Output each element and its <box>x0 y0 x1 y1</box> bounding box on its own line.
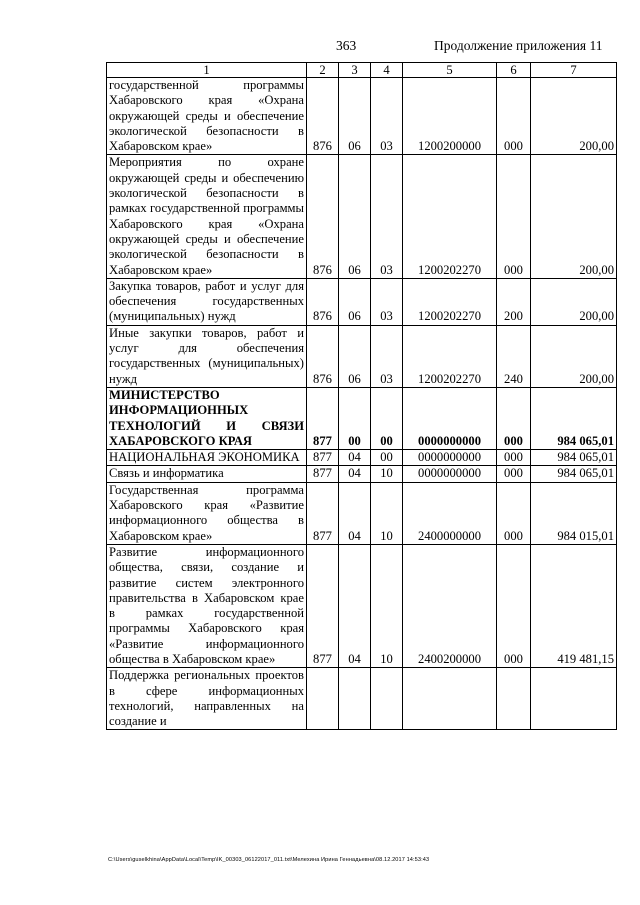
row-kind: 000 <box>497 466 531 482</box>
file-path-footer: C:\Users\guselkhina\AppData\Local\Temp\IK_00303_06122017_011.txt\Мелехина Ирина Геннадьевна\08.12.2017 14:53:43 <box>108 857 430 863</box>
row-code: 876 <box>307 78 339 155</box>
row-kind: 200 <box>497 278 531 325</box>
row-amount <box>531 668 617 730</box>
row-target: 0000000000 <box>403 450 497 466</box>
row-amount: 200,00 <box>531 155 617 278</box>
table-row <box>107 544 617 667</box>
column-header: 4 <box>371 63 403 78</box>
column-header: 2 <box>307 63 339 78</box>
row-subsection: 03 <box>371 278 403 325</box>
row-section: 06 <box>339 325 371 387</box>
budget-table <box>106 62 617 730</box>
row-section <box>339 668 371 730</box>
row-amount: 984 065,01 <box>531 466 617 482</box>
table-row <box>107 482 617 544</box>
row-target: 1200200000 <box>403 78 497 155</box>
table-row <box>107 450 617 466</box>
row-subsection: 00 <box>371 450 403 466</box>
row-name: НАЦИОНАЛЬНАЯ ЭКОНОМИКА <box>107 450 307 466</box>
row-name: Развитие информационного общества, связи, создание и развитие систем электронного правительства в Хабаровском крае в рамках государственной программы Хабаровского края «Развитие информационного общества в Хабаровском крае» <box>107 544 307 667</box>
table-row <box>107 325 617 387</box>
row-subsection: 03 <box>371 155 403 278</box>
row-target: 0000000000 <box>403 466 497 482</box>
row-name: МИНИСТЕРСТВО ИНФОРМАЦИОННЫХ ТЕХНОЛОГИЙ И СВЯЗИ ХАБАРОВСКОГО КРАЯ <box>107 387 307 449</box>
table-row <box>107 155 617 278</box>
table-row-partial <box>107 668 617 730</box>
row-kind: 240 <box>497 325 531 387</box>
row-target: 1200202270 <box>403 278 497 325</box>
table-row <box>107 78 617 155</box>
row-code: 877 <box>307 387 339 449</box>
row-section: 06 <box>339 155 371 278</box>
row-code: 877 <box>307 450 339 466</box>
row-section: 06 <box>339 278 371 325</box>
row-subsection: 03 <box>371 325 403 387</box>
row-amount: 200,00 <box>531 78 617 155</box>
row-section: 04 <box>339 544 371 667</box>
row-target <box>403 668 497 730</box>
row-kind: 000 <box>497 450 531 466</box>
column-header: 5 <box>403 63 497 78</box>
row-section: 04 <box>339 450 371 466</box>
row-code: 876 <box>307 278 339 325</box>
row-subsection: 10 <box>371 466 403 482</box>
row-kind: 000 <box>497 482 531 544</box>
row-name: Закупка товаров, работ и услуг для обеспечения государственных (муниципальных) нужд <box>107 278 307 325</box>
column-header: 7 <box>531 63 617 78</box>
row-name: Иные закупки товаров, работ и услуг для обеспечения государственных (муниципальных) нужд <box>107 325 307 387</box>
continuation-label: Продолжение приложения 11 <box>434 38 603 53</box>
row-kind <box>497 668 531 730</box>
table-row <box>107 466 617 482</box>
row-target: 2400000000 <box>403 482 497 544</box>
row-target: 1200202270 <box>403 155 497 278</box>
row-subsection <box>371 668 403 730</box>
row-kind: 000 <box>497 155 531 278</box>
row-section: 04 <box>339 466 371 482</box>
row-target: 0000000000 <box>403 387 497 449</box>
row-name: Поддержка региональных проектов в сфере информационных технологий, направленных на создание и <box>107 668 307 730</box>
row-code: 877 <box>307 544 339 667</box>
row-kind: 000 <box>497 78 531 155</box>
row-subsection: 10 <box>371 482 403 544</box>
row-target: 2400200000 <box>403 544 497 667</box>
row-code: 877 <box>307 466 339 482</box>
row-subsection: 10 <box>371 544 403 667</box>
row-amount: 200,00 <box>531 278 617 325</box>
row-name: государственной программы Хабаровского края «Охрана окружающей среды и обеспечение экологической безопасности в Хабаровском крае» <box>107 78 307 155</box>
row-amount: 984 065,01 <box>531 450 617 466</box>
column-number-row <box>107 63 617 78</box>
row-name: Государственная программа Хабаровского края «Развитие информационного общества в Хабаровском крае» <box>107 482 307 544</box>
row-code: 876 <box>307 325 339 387</box>
table-row <box>107 278 617 325</box>
row-amount: 984 015,01 <box>531 482 617 544</box>
table-row-ministry <box>107 387 617 449</box>
row-amount: 984 065,01 <box>531 387 617 449</box>
row-subsection: 00 <box>371 387 403 449</box>
column-header: 3 <box>339 63 371 78</box>
row-kind: 000 <box>497 387 531 449</box>
row-amount: 200,00 <box>531 325 617 387</box>
row-name: Мероприятия по охране окружающей среды и обеспечению экологической безопасности в рамках государственной программы Хабаровского края «Охрана окружающей среды и обеспечение экологической безопасности в Хабаровском крае» <box>107 155 307 278</box>
row-kind: 000 <box>497 544 531 667</box>
column-header: 6 <box>497 63 531 78</box>
row-amount: 419 481,15 <box>531 544 617 667</box>
row-subsection: 03 <box>371 78 403 155</box>
row-name: Связь и информатика <box>107 466 307 482</box>
row-section: 00 <box>339 387 371 449</box>
column-header: 1 <box>107 63 307 78</box>
row-code: 877 <box>307 482 339 544</box>
row-target: 1200202270 <box>403 325 497 387</box>
row-section: 06 <box>339 78 371 155</box>
row-code: 876 <box>307 155 339 278</box>
row-code <box>307 668 339 730</box>
row-section: 04 <box>339 482 371 544</box>
page-number: 363 <box>336 38 357 53</box>
